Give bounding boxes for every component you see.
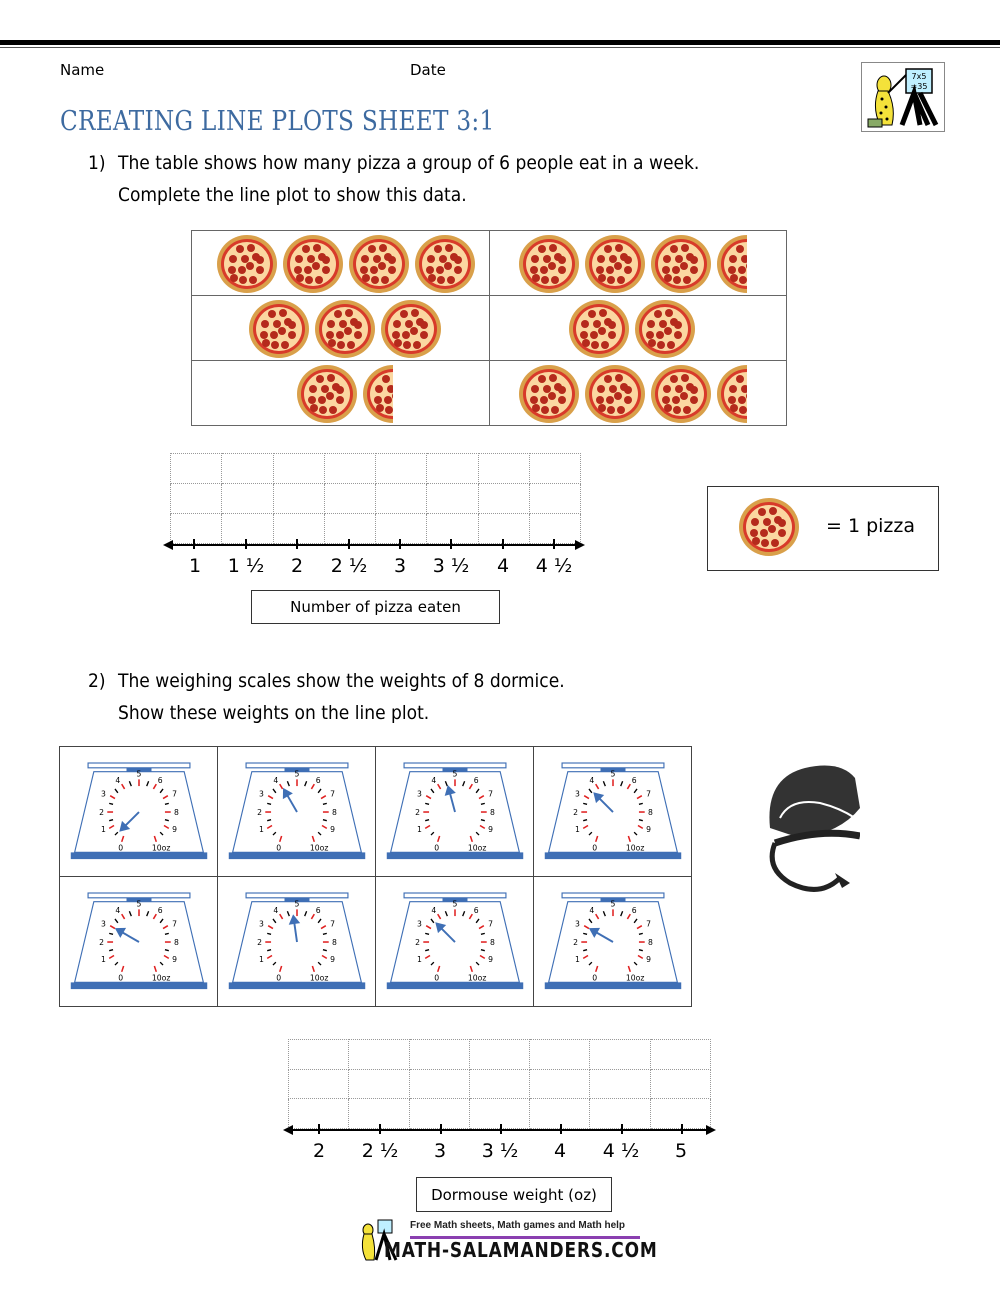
- weighing-scale: [376, 877, 534, 1007]
- tick: [681, 1124, 683, 1134]
- tick-label: 2 ½: [330, 555, 368, 577]
- pizza-icon: [296, 364, 358, 424]
- line-plot-1-axis: [170, 544, 581, 546]
- tick: [348, 539, 350, 549]
- pizza-icon: [248, 299, 310, 359]
- tick-label: 3: [393, 555, 407, 577]
- pizza-icon: [380, 299, 442, 359]
- tick: [318, 1124, 320, 1134]
- half-pizza-icon: [716, 364, 747, 424]
- tick: [500, 1124, 502, 1134]
- pizza-icon: [282, 234, 344, 294]
- weighing-scale: [218, 747, 376, 877]
- pizza-icon: [518, 234, 580, 294]
- line-plot-2-axis-label: Dormouse weight (oz): [416, 1177, 612, 1212]
- tick: [450, 539, 452, 549]
- tick: [553, 539, 555, 549]
- footer-logo[interactable]: [350, 1216, 658, 1266]
- salamander-logo-icon: [861, 62, 945, 132]
- weighing-scale: [376, 747, 534, 877]
- pizza-cell: [192, 361, 490, 426]
- tick-label: 5: [674, 1140, 688, 1162]
- page-title: CREATING LINE PLOTS SHEET 3:1: [60, 106, 495, 137]
- axis-left-arrow-icon: [163, 540, 173, 550]
- pizza-icon: [414, 234, 476, 294]
- question-1-line1: The table shows how many pizza a group of 6 people eat in a week.: [118, 152, 700, 174]
- pizza-icon: [568, 299, 630, 359]
- pizza-key-text: = 1 pizza: [826, 515, 916, 537]
- tick-label: 4: [553, 1140, 567, 1162]
- pizza-icon: [518, 364, 580, 424]
- pizza-icon: [650, 364, 712, 424]
- pizza-icon: [584, 364, 646, 424]
- pizza-icon: [216, 234, 278, 294]
- pizza-cell: [489, 361, 787, 426]
- svg-text:=35: =35: [910, 82, 928, 91]
- weighing-scale: [218, 877, 376, 1007]
- pizza-icon: [650, 234, 712, 294]
- weighing-scale: [534, 877, 692, 1007]
- pizza-icon: [634, 299, 696, 359]
- axis-right-arrow-icon: [575, 540, 585, 550]
- tick: [502, 539, 504, 549]
- tick-label: 2: [290, 555, 304, 577]
- pizza-table: [191, 230, 787, 426]
- axis-left-arrow-icon: [283, 1125, 293, 1135]
- line-plot-1-grid: [170, 453, 581, 544]
- tick: [440, 1124, 442, 1134]
- weighing-scale: [60, 747, 218, 877]
- tick-label: 4 ½: [535, 555, 573, 577]
- header-rule-thick: [0, 40, 1000, 45]
- tick: [296, 539, 298, 549]
- pizza-cell: [489, 231, 787, 296]
- question-2-line1: The weighing scales show the weights of 8 dormice.: [118, 670, 565, 692]
- pizza-cell: [489, 296, 787, 361]
- half-pizza-icon: [716, 234, 747, 294]
- tick: [560, 1124, 562, 1134]
- question-1-line2: Complete the line plot to show this data.: [118, 184, 467, 206]
- pizza-icon: [584, 234, 646, 294]
- tick-label: 3: [433, 1140, 447, 1162]
- weighing-scale: [534, 747, 692, 877]
- name-label: Name: [60, 61, 105, 79]
- tick-label: 3 ½: [432, 555, 470, 577]
- tick-label: 2: [312, 1140, 326, 1162]
- tick: [379, 1124, 381, 1134]
- question-1-number: 1): [88, 152, 106, 174]
- question-2-number: 2): [88, 670, 106, 692]
- pizza-icon: [314, 299, 376, 359]
- axis-right-arrow-icon: [706, 1125, 716, 1135]
- tick-label: 3 ½: [481, 1140, 519, 1162]
- tick: [193, 539, 195, 549]
- tick-label: 4: [496, 555, 510, 577]
- weighing-scale: [60, 877, 218, 1007]
- date-label: Date: [410, 61, 446, 79]
- question-2-line2: Show these weights on the line plot.: [118, 702, 430, 724]
- tick: [245, 539, 247, 549]
- line-plot-1-axis-label: Number of pizza eaten: [251, 590, 500, 624]
- tick: [399, 539, 401, 549]
- pizza-cell: [192, 296, 490, 361]
- weighing-scales-table: [59, 746, 692, 1007]
- tick-label: 2 ½: [361, 1140, 399, 1162]
- dormouse-illustration: [760, 748, 860, 898]
- tick-label: 4 ½: [602, 1140, 640, 1162]
- header-rule-thin: [0, 47, 1000, 48]
- pizza-key-box: [707, 486, 939, 571]
- pizza-cell: [192, 231, 490, 296]
- pizza-icon: [738, 497, 800, 557]
- footer-tagline: Free Math sheets, Math games and Math help: [410, 1220, 626, 1231]
- svg-text:7x5: 7x5: [911, 72, 927, 81]
- tick: [621, 1124, 623, 1134]
- tick-label: 1 ½: [227, 555, 265, 577]
- pizza-icon: [348, 234, 410, 294]
- footer-site-link[interactable]: MATH-SALAMANDERS.COM: [384, 1238, 658, 1262]
- tick-label: 1: [188, 555, 202, 577]
- line-plot-2-grid: [288, 1039, 711, 1129]
- half-pizza-icon: [362, 364, 393, 424]
